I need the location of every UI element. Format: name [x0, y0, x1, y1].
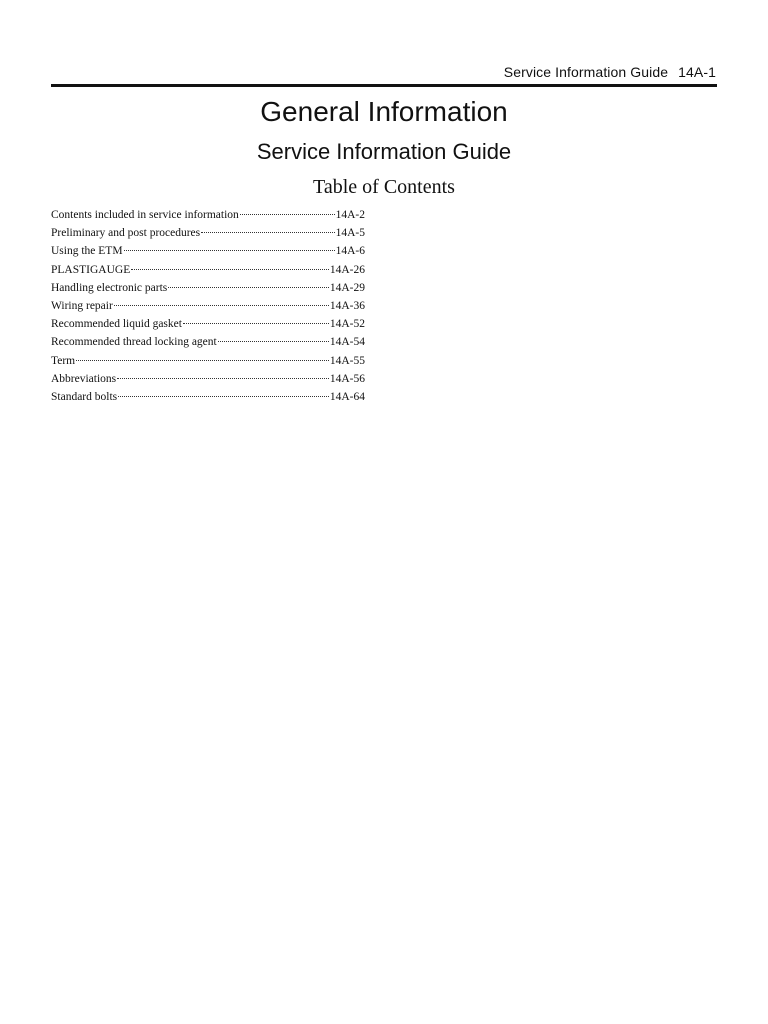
header-rule	[51, 84, 717, 87]
toc-entry-label: Recommended thread locking agent	[51, 336, 217, 349]
toc-entry[interactable]	[51, 388, 365, 406]
toc-dot-leader	[114, 305, 329, 306]
toc-dot-leader	[201, 232, 334, 233]
toc-entry[interactable]	[51, 261, 365, 279]
toc-entry-label: Handling electronic parts	[51, 281, 168, 294]
toc-entry[interactable]	[51, 315, 365, 333]
toc-heading: Table of Contents	[313, 176, 455, 198]
toc-entry-page: 14A-54	[329, 336, 365, 349]
toc-entry-page: 14A-5	[335, 227, 365, 240]
toc-entry-label: PLASTIGAUGE	[51, 263, 131, 276]
toc-entry-page: 14A-29	[329, 281, 365, 294]
toc-entry-label: Abbreviations	[51, 372, 117, 385]
toc-entry[interactable]	[51, 297, 365, 315]
header-page-number: 14A-1	[678, 64, 716, 80]
page-subtitle: Service Information Guide	[256, 139, 512, 164]
toc-entry-label: Preliminary and post procedures	[51, 227, 201, 240]
toc-entry-page: 14A-52	[329, 318, 365, 331]
toc-entry-page: 14A-64	[329, 390, 365, 403]
running-header	[504, 64, 716, 80]
toc-entry[interactable]	[51, 352, 365, 370]
toc-dot-leader	[131, 269, 329, 270]
toc-dot-leader	[218, 341, 329, 342]
toc-entry-label: Wiring repair	[51, 299, 113, 312]
toc-entry-label: Contents included in service information	[51, 209, 239, 221]
toc-entry[interactable]	[51, 242, 365, 260]
page-title: General Information	[260, 96, 508, 127]
toc-entry-page: 14A-26	[329, 263, 365, 276]
toc-entry[interactable]	[51, 333, 365, 351]
header-guide-title: Service Information Guide	[503, 64, 669, 80]
toc-dot-leader	[117, 378, 329, 379]
title-block	[0, 92, 768, 204]
toc-entry[interactable]	[51, 206, 365, 224]
toc-entry-page: 14A-6	[335, 245, 365, 258]
table-of-contents	[51, 206, 365, 406]
toc-dot-leader	[168, 287, 329, 288]
toc-entry-page: 14A-2	[335, 209, 365, 221]
toc-dot-leader	[124, 250, 335, 251]
toc-entry[interactable]	[51, 224, 365, 242]
toc-entry-label: Using the ETM	[51, 245, 123, 258]
toc-dot-leader	[240, 214, 335, 215]
toc-entry-label: Standard bolts	[51, 390, 118, 403]
toc-entry[interactable]	[51, 279, 365, 297]
toc-entry-page: 14A-56	[329, 372, 365, 385]
toc-dot-leader	[118, 396, 329, 397]
toc-dot-leader	[183, 323, 329, 324]
toc-entry-page: 14A-36	[329, 299, 365, 312]
toc-entry-label: Recommended liquid gasket	[51, 318, 182, 331]
toc-dot-leader	[76, 360, 329, 361]
toc-entry-label: Term	[51, 354, 76, 367]
toc-entry-page: 14A-55	[329, 354, 365, 367]
toc-entry[interactable]	[51, 370, 365, 388]
